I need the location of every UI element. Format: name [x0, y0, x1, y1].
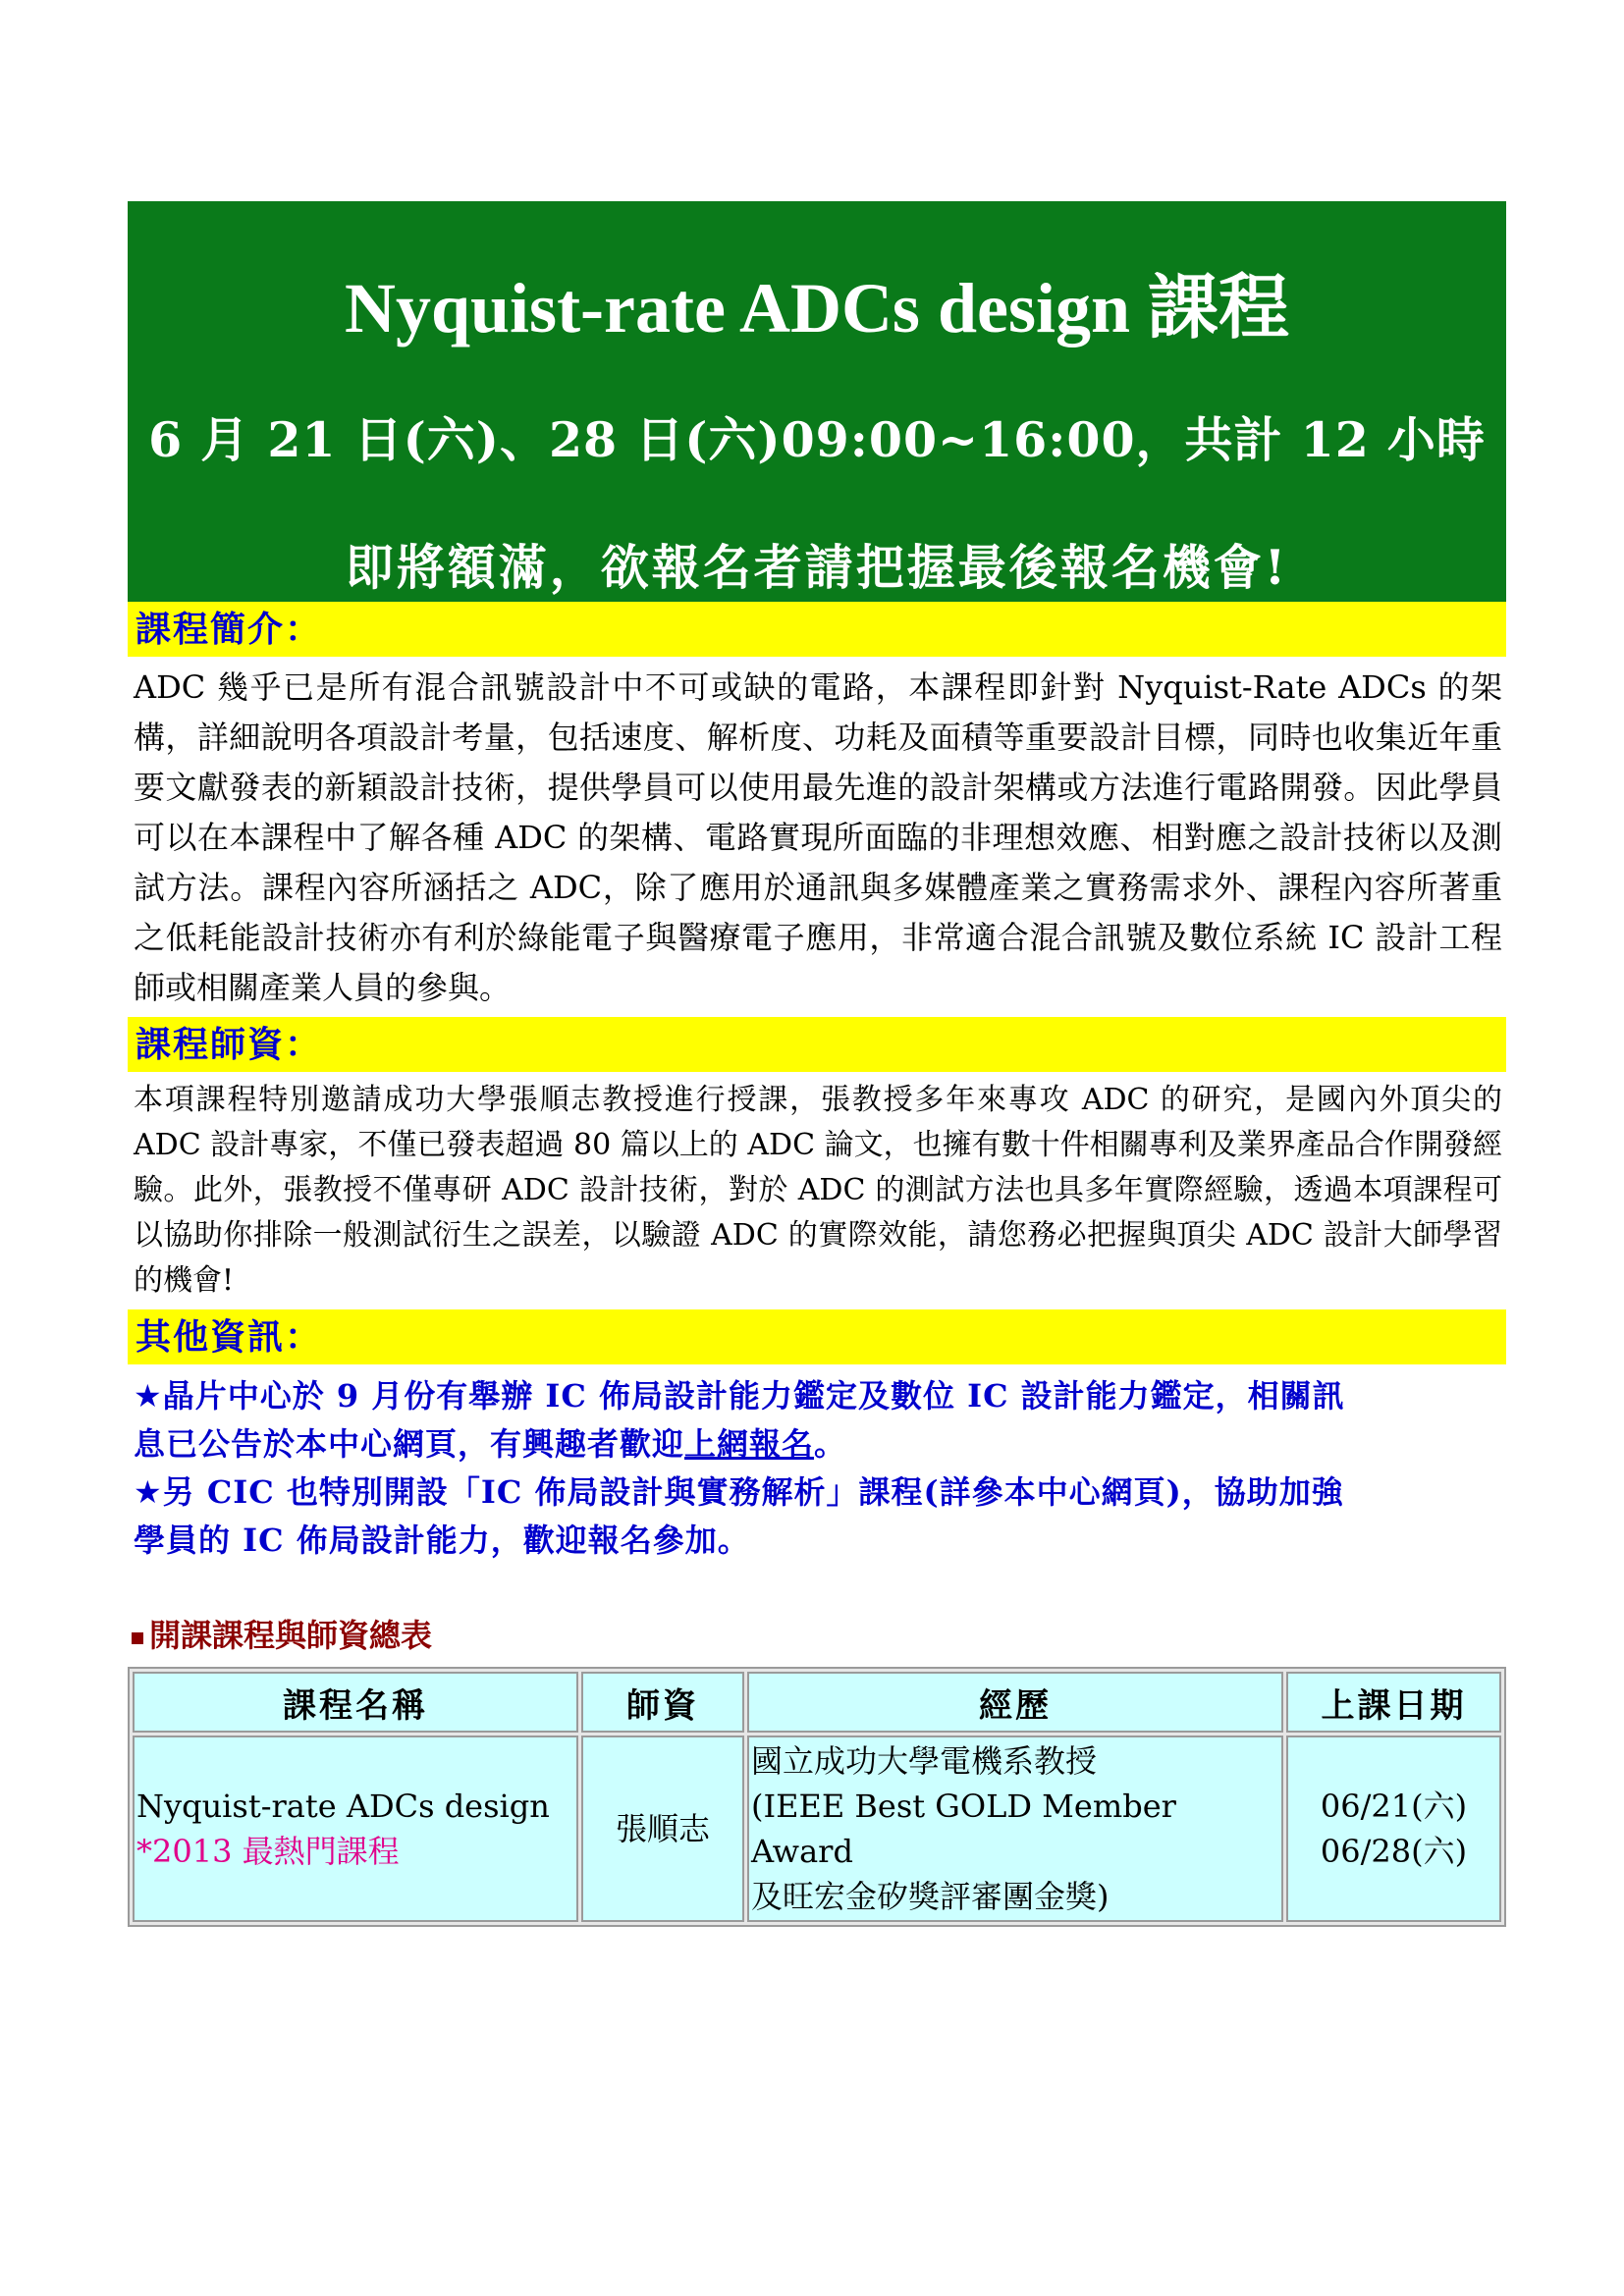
course-date: 6 月 21 日(六)、28 日(六)09:00~16:00，共計 12 小時: [148, 411, 1486, 468]
star-icon: ★: [134, 1473, 163, 1511]
intro-text: ADC 幾乎已是所有混合訊號設計中不可或缺的電路，本課程即針對 Nyquist-Rate ADCs 的架構，詳細說明各項設計考量，包括速度、解析度、功耗及面積等重要設計目標，同時也收集近年重要文獻發表的新穎設計技術，提供學員可以使用最先進的設計架構或方法進行電路開發。因此學員可以在本課程中了解各種 ADC 的架構、電路實現所面臨的非理想效應、相對應之設計技術以及測試方法。課程內容所涵括之 ADC，除了應用於通訊與多媒體產業之實務需求外、課程內容所著重之低耗能設計技術亦有利於綠能電子與醫療電子應用，非常適合混合訊號及數位系統 IC 設計工程師或相關產業人員的參與。: [134, 668, 1502, 1006]
other-info-heading: 其他資訊：: [128, 1309, 1506, 1364]
column-header-teacher: 師資: [581, 1672, 744, 1733]
registration-alert: 即將額滿，欲報名者請把握最後報名機會!: [345, 539, 1289, 596]
other-info-list: ★晶片中心於 9 月份有舉辦 IC 佈局設計能力鑑定及數位 IC 設計能力鑑定，相關訊 息已公告於本中心網頁，有興趣者歡迎上網報名。 ★另 CIC 也特別開設「IC 佈局設計與實務解析」課程(詳參本中心網頁)，協助加強 學員的 IC 佈局設計能力，歡迎報名參加。: [128, 1364, 1506, 1565]
schedule-table: [128, 1667, 1506, 1927]
table-header-row: [133, 1672, 1501, 1733]
hot-course-tag: *2013 最熱門課程: [136, 1833, 400, 1870]
square-bullet-icon: [132, 1632, 143, 1644]
teacher-cell: 張順志: [581, 1735, 744, 1922]
teacher-heading: 課程師資：: [128, 1017, 1506, 1072]
info-item-2: ★另 CIC 也特別開設「IC 佈局設計與實務解析」課程(詳參本中心網頁)，協助加強: [134, 1473, 1344, 1511]
column-header-experience: 經歷: [747, 1672, 1283, 1733]
info-item-1: ★晶片中心於 9 月份有舉辦 IC 佈局設計能力鑑定及數位 IC 設計能力鑑定，相關訊: [134, 1377, 1345, 1415]
course-name-cell: Nyquist-rate ADCs design *2013 最熱門課程: [133, 1735, 578, 1922]
schedule-table-title: 開課課程與師資總表: [132, 1612, 1506, 1659]
experience-cell: 國立成功大學電機系教授 (IEEE Best GOLD Member Award 及旺宏金矽獎評審團金獎): [747, 1735, 1283, 1922]
teacher-text: 本項課程特別邀請成功大學張順志教授進行授課，張教授多年來專攻 ADC 的研究，是國內外頂尖的 ADC 設計專家，不僅已發表超過 80 篇以上的 ADC 論文，也擁有數十件相關專利及業界產品合作開發經驗。此外，張教授不僅專研 ADC 設計技術，對於 ADC 的測試方法也具多年實際經驗，透過本項課程可以協助你排除一般測試衍生之誤差，以驗證 ADC 的實際效能，請您務必把握與頂尖 ADC 設計大師學習的機會!: [134, 1083, 1502, 1298]
column-header-date: 上課日期: [1286, 1672, 1501, 1733]
star-icon: ★: [134, 1377, 163, 1415]
title-banner: [128, 201, 1506, 602]
intro-heading: 課程簡介：: [128, 602, 1506, 657]
table-row: [133, 1735, 1501, 1922]
date-cell: 06/21(六) 06/28(六): [1286, 1735, 1501, 1922]
course-title: Nyquist-rate ADCs design 課程: [344, 269, 1290, 347]
column-header-course: 課程名稱: [133, 1672, 578, 1733]
online-registration-link[interactable]: 上網報名: [684, 1425, 815, 1463]
flyer-page: [128, 201, 1506, 1927]
